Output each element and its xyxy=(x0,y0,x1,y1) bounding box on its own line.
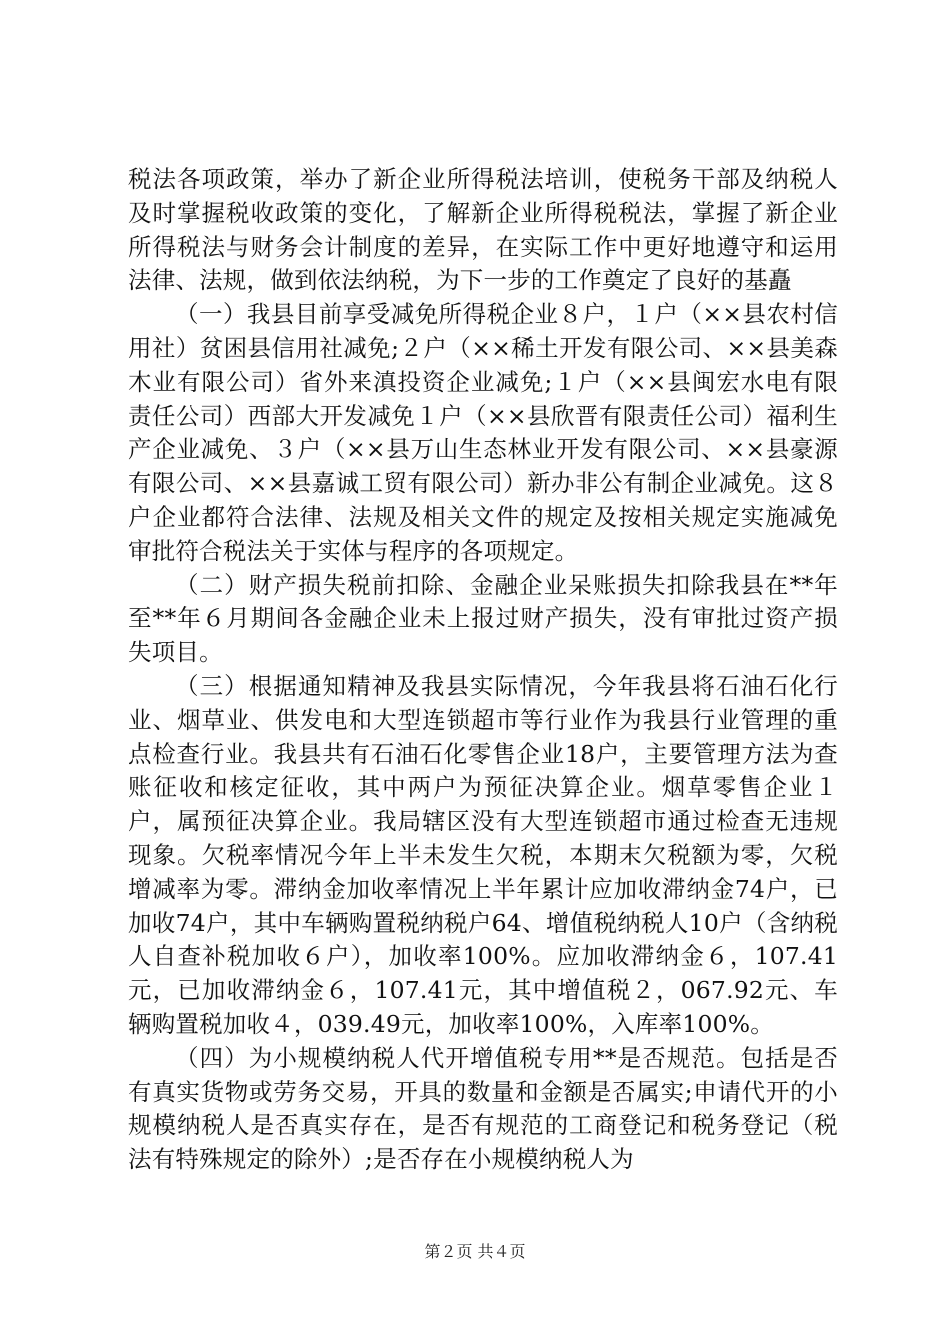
paragraph-continuation: 税法各项政策，举办了新企业所得税法培训，使税务干部及纳税人及时掌握税收政策的变化，了解新企业所得税税法，掌握了新企业所得税法与财务会计制度的差异，在实际工作中更好地遵守和运用法律、法规，做到依法纳税，为下一步的工作奠定了良好的基矗 xyxy=(128,165,838,295)
paragraph-item-2: （二）财产损失税前扣除、金融企业呆账损失扣除我县在**年至**年６月期间各金融企业未上报过财产损失，没有审批过资产损失项目。 xyxy=(128,570,838,667)
page-number-label: 第２页 共４页 xyxy=(424,1242,526,1261)
paragraph-item-3: （三）根据通知精神及我县实际情况，今年我县将石油石化行业、烟草业、供发电和大型连锁超市等行业作为我县行业管理的重点检查行业。我县共有石油石化零售企业18户，主要管理方法为查账征收和核定征收，其中两户为预征决算企业。烟草零售企业１户，属预征决算企业。我局辖区没有大型连锁超市通过检查无违规现象。欠税率情况今年上半未发生欠税，本期末欠税额为零，欠税增减率为零。滞纳金加收率情况上半年累计应加收滞纳金74户，已加收74户，其中车辆购置税纳税户64、增值税纳税人10户（含纳税人自查补税加收６户），加收率100%。应加收滞纳金６，107.41元，已加收滞纳金６，107.41元，其中增值税２，067.92元、车辆购置税加收４，039.49元，加收率100%，入库率100%。 xyxy=(128,671,838,1038)
paragraph-item-1: （一）我县目前享受减免所得税企业８户，１户（××县农村信用社）贫困县信用社减免;２户（××稀土开发有限公司、××县美森木业有限公司）省外来滇投资企业减免;１户（××县闽宏水电有限责任公司）西部大开发减免１户（××县欣晋有限责任公司）福利生产企业减免、３户（××县万山生态林业开发有限公司、××县豪源有限公司、××县嘉诚工贸有限公司）新办非公有制企业减免。这８户企业都符合法律、法规及相关文件的规定及按相关规定实施减免审批符合税法关于实体与程序的各项规定。 xyxy=(128,300,838,565)
page-footer xyxy=(0,1242,950,1262)
paragraph-item-4: （四）为小规模纳税人代开增值税专用**是否规范。包括是否有真实货物或劳务交易，开具的数量和金额是否属实;申请代开的小规模纳税人是否真实存在，是否有规范的工商登记和税务登记（税法有特殊规定的除外）;是否存在小规模纳税人为 xyxy=(128,1043,838,1174)
document-body xyxy=(128,163,838,1177)
